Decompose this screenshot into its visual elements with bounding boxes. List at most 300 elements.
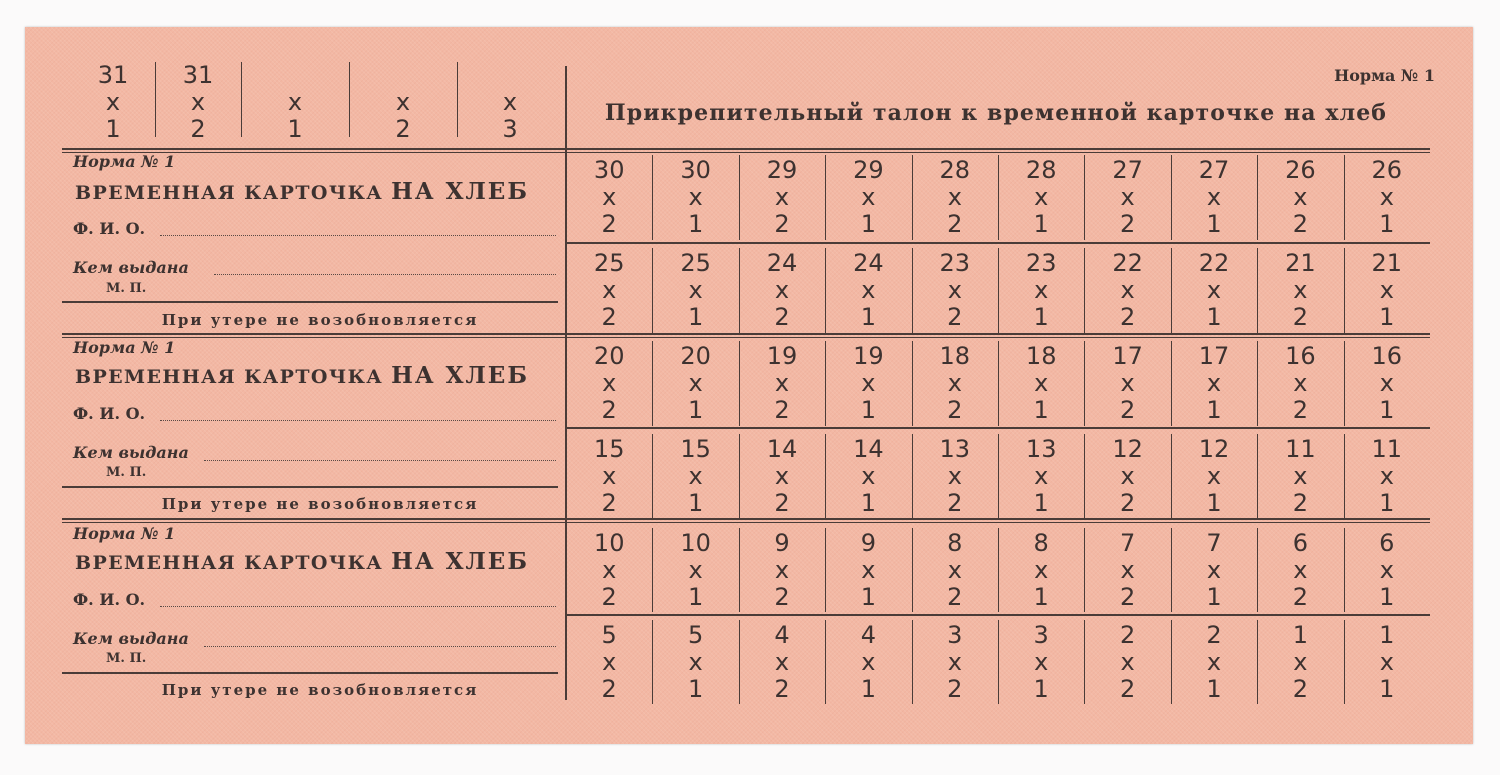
ration-coupon[interactable]: [998, 436, 1084, 517]
fio-label: Ф. И. О.: [73, 219, 146, 238]
issued-by-field[interactable]: [204, 460, 556, 461]
coupon-separator: x: [1206, 556, 1222, 584]
ration-coupon[interactable]: [1344, 157, 1430, 238]
coupon-part: 2: [774, 210, 790, 238]
coupon-divider: [912, 528, 913, 612]
coupon-divider: [825, 155, 826, 240]
coupon-part: 1: [860, 489, 877, 517]
coupon-part: 2: [601, 489, 617, 517]
coupon-day: 11: [1285, 435, 1316, 463]
coupon-separator: x: [1293, 648, 1308, 676]
coupon-separator: x: [688, 276, 703, 304]
coupon-part: 1: [687, 303, 704, 331]
coupon-day: 17: [1198, 342, 1230, 370]
coupon-day: 4: [860, 621, 877, 649]
coupon-day: 9: [774, 529, 790, 557]
coupon-divider: [912, 248, 913, 333]
coupon-separator: x: [1034, 648, 1049, 676]
coupon-day: 29: [766, 156, 798, 184]
ration-coupon[interactable]: [1084, 343, 1170, 424]
block-norma: Норма № 1: [73, 338, 176, 357]
coupon-separator: x: [774, 369, 790, 397]
coupon-divider: [652, 155, 653, 240]
ration-coupon[interactable]: [1344, 250, 1430, 331]
coupon-separator: x: [602, 183, 617, 211]
ration-coupon[interactable]: [1257, 157, 1343, 238]
coupon-part: 2: [774, 489, 790, 517]
coupon-part: 2: [947, 675, 963, 703]
coupon-part: 2: [774, 303, 790, 331]
coupon-divider: [998, 434, 999, 519]
coupon-part: 2: [1292, 396, 1309, 424]
ration-coupon[interactable]: [1257, 343, 1343, 424]
coupon-divider: [739, 528, 740, 612]
coupon-part: 1: [105, 115, 121, 143]
stamp-place-label: М. П.: [106, 465, 147, 480]
coupon-separator: x: [861, 556, 876, 584]
coupon-part: 2: [1292, 489, 1309, 517]
ration-coupon[interactable]: [739, 622, 825, 703]
coupon-separator: x: [1379, 183, 1394, 211]
coupon-part: 1: [1379, 303, 1395, 331]
ration-coupon[interactable]: [652, 343, 738, 424]
coupon-divider: [1257, 528, 1258, 612]
ration-coupon[interactable]: [566, 436, 652, 517]
coupon-day: 25: [593, 249, 625, 277]
coupon-part: 2: [947, 489, 963, 517]
coupon-part: 1: [1033, 489, 1049, 517]
divider: [241, 62, 242, 137]
coupon-separator: x: [1034, 556, 1049, 584]
coupon-part: 2: [1292, 583, 1309, 611]
coupon-part: 2: [1119, 675, 1136, 703]
coupon-part: 2: [1119, 210, 1136, 238]
coupon-part: 1: [1033, 210, 1049, 238]
coupon-separator: x: [774, 648, 790, 676]
coupon-separator: x: [774, 462, 790, 490]
card-title-text: ВРЕМЕННАЯ КАРТОЧКА: [75, 182, 384, 204]
coupon-separator: x: [602, 369, 617, 397]
coupon-separator: x: [1206, 648, 1222, 676]
coupon-divider: [1344, 155, 1345, 240]
lost-note: При утере не возобновляется: [161, 311, 479, 329]
coupon-day: 27: [1198, 156, 1230, 184]
coupon-divider: [1344, 528, 1345, 612]
ration-coupon[interactable]: [652, 530, 738, 611]
coupon-part: 1: [1206, 675, 1222, 703]
coupon-divider: [1344, 434, 1345, 519]
card-title-bread: НА ХЛЕБ: [391, 548, 529, 575]
coupon-divider: [1257, 434, 1258, 519]
block-norma: Норма № 1: [73, 152, 176, 171]
ration-coupon[interactable]: [912, 436, 998, 517]
ration-coupon[interactable]: [566, 530, 652, 611]
stamp-place-label: М. П.: [106, 281, 147, 296]
coupon-part: 1: [1206, 489, 1222, 517]
coupon-separator: x: [947, 648, 962, 676]
divider: [155, 62, 156, 137]
stamp-place-label: М. П.: [106, 651, 147, 666]
coupon-part: 1: [1379, 210, 1395, 238]
coupon-divider: [1171, 620, 1172, 704]
coupon-day: 5: [601, 621, 617, 649]
coupon-separator: x: [688, 462, 703, 490]
divider: [457, 62, 458, 137]
issued-by-label: Кем выдана: [73, 258, 189, 277]
coupon-day: 30: [680, 156, 711, 184]
ration-coupon[interactable]: [652, 622, 738, 703]
coupon-part: 2: [1119, 583, 1136, 611]
coupon-separator: x: [1293, 276, 1308, 304]
coupon-day: 17: [1112, 342, 1143, 370]
row-rule: [566, 427, 1430, 429]
coupon-divider: [1084, 341, 1085, 426]
coupon-day: 1: [1379, 621, 1395, 649]
coupon-part: 1: [1379, 489, 1395, 517]
coupon-part: 2: [947, 583, 963, 611]
ration-coupon[interactable]: [739, 530, 825, 611]
coupon-divider: [652, 248, 653, 333]
coupon-part: 2: [774, 675, 790, 703]
coupon-separator: x: [602, 276, 617, 304]
coupon-separator: x: [1206, 462, 1222, 490]
coupon-day: 2: [1206, 621, 1222, 649]
ration-coupon[interactable]: [652, 157, 738, 238]
block-card-title: [75, 178, 529, 205]
ration-coupon[interactable]: [912, 343, 998, 424]
coupon-day: 5: [687, 621, 704, 649]
coupon-separator: x: [1120, 183, 1135, 211]
coupon-day: 22: [1198, 249, 1230, 277]
coupon-divider: [1257, 248, 1258, 333]
ration-coupon[interactable]: [1084, 157, 1170, 238]
coupon-part: 2: [947, 210, 963, 238]
coupon-day: 25: [680, 249, 711, 277]
lost-note: При утере не возобновляется: [161, 681, 479, 699]
issued-by-field[interactable]: [214, 274, 556, 275]
coupon-divider: [739, 341, 740, 426]
ration-coupon[interactable]: [1171, 530, 1257, 611]
block-rule-thin: [62, 337, 1430, 338]
ration-coupon[interactable]: [739, 250, 825, 331]
coupon-part: 2: [395, 115, 411, 143]
coupon-separator: x: [774, 556, 790, 584]
coupon-separator: x: [1293, 462, 1308, 490]
coupon-separator: x: [688, 183, 703, 211]
coupon-part: 2: [1119, 303, 1136, 331]
coupon-part: 3: [502, 115, 518, 143]
coupon-part: 1: [687, 489, 704, 517]
coupon-separator: x: [774, 183, 790, 211]
top-coupon[interactable]: [460, 89, 560, 143]
ration-coupon[interactable]: [1257, 250, 1343, 331]
coupon-separator: x: [861, 276, 876, 304]
header-rule-thin: [62, 152, 1430, 153]
coupon-day: 12: [1112, 435, 1143, 463]
issued-by-field[interactable]: [204, 646, 556, 647]
block-divider: [62, 301, 558, 303]
block-rule: [62, 333, 1430, 335]
ration-coupon[interactable]: [998, 622, 1084, 703]
coupon-part: 1: [287, 115, 303, 143]
row-rule: [566, 242, 1430, 244]
coupon-day: 6: [1379, 529, 1395, 557]
issued-by-label: Кем выдана: [73, 629, 189, 648]
coupon-divider: [998, 155, 999, 240]
coupon-day: 20: [593, 342, 625, 370]
coupon-day: 28: [939, 156, 971, 184]
coupon-day: 3: [1033, 621, 1049, 649]
ration-coupon[interactable]: [912, 250, 998, 331]
ration-coupon[interactable]: [998, 530, 1084, 611]
coupon-part: 1: [860, 210, 877, 238]
coupon-divider: [825, 248, 826, 333]
coupon-separator: x: [688, 369, 703, 397]
coupon-part: 2: [774, 583, 790, 611]
coupon-separator: x: [1120, 648, 1135, 676]
block-rule: [62, 518, 1430, 520]
block-card-title: [75, 548, 529, 575]
coupon-part: 1: [1379, 583, 1395, 611]
coupon-part: 1: [1033, 583, 1049, 611]
coupon-day: 6: [1292, 529, 1309, 557]
ration-coupon[interactable]: [1257, 436, 1343, 517]
coupon-divider: [652, 434, 653, 519]
ration-coupon[interactable]: [825, 157, 911, 238]
coupon-separator: x: [1379, 276, 1394, 304]
fio-field[interactable]: [160, 606, 556, 607]
coupon-separator: x: [1120, 556, 1135, 584]
fio-field[interactable]: [160, 235, 556, 236]
coupon-divider: [825, 620, 826, 704]
coupon-divider: [739, 434, 740, 519]
ration-coupon[interactable]: [1084, 436, 1170, 517]
ration-coupon[interactable]: [1171, 157, 1257, 238]
coupon-separator: x: [947, 462, 962, 490]
ration-coupon[interactable]: [1257, 530, 1343, 611]
coupon-separator: x: [1379, 556, 1394, 584]
coupon-separator: x: [947, 556, 962, 584]
coupon-day: 22: [1112, 249, 1143, 277]
coupon-day: 9: [860, 529, 877, 557]
coupon-divider: [998, 620, 999, 704]
coupon-part: 1: [1033, 303, 1049, 331]
coupon-separator: x: [1379, 462, 1394, 490]
ration-coupon[interactable]: [825, 250, 911, 331]
ration-coupon[interactable]: [739, 157, 825, 238]
coupon-separator: x: [602, 648, 617, 676]
coupon-day: 23: [939, 249, 971, 277]
top-coupon[interactable]: [245, 89, 345, 143]
coupon-separator: x: [1120, 276, 1135, 304]
coupon-day: 11: [1371, 435, 1403, 463]
coupon-day: 16: [1371, 342, 1403, 370]
ration-coupon[interactable]: [739, 343, 825, 424]
coupon-day: 18: [1025, 342, 1057, 370]
ration-coupon[interactable]: [998, 343, 1084, 424]
ration-coupon[interactable]: [912, 622, 998, 703]
ration-coupon[interactable]: [566, 250, 652, 331]
coupon-separator: x: [947, 276, 962, 304]
coupon-part: 1: [1033, 396, 1049, 424]
coupon-day: 23: [1025, 249, 1057, 277]
ration-coupon[interactable]: [1084, 530, 1170, 611]
coupon-divider: [1084, 434, 1085, 519]
top-coupon[interactable]: [73, 62, 153, 143]
coupon-separator: x: [602, 462, 617, 490]
ration-coupon[interactable]: [566, 157, 652, 238]
ration-coupon[interactable]: [1257, 622, 1343, 703]
coupon-divider: [1171, 434, 1172, 519]
ration-coupon[interactable]: [998, 250, 1084, 331]
ration-coupon[interactable]: [652, 436, 738, 517]
coupon-part: 2: [1292, 675, 1309, 703]
ration-coupon[interactable]: [825, 622, 911, 703]
coupon-divider: [1084, 155, 1085, 240]
coupon-separator: x: [774, 276, 790, 304]
header-norma: Норма № 1: [1334, 66, 1435, 85]
ration-coupon[interactable]: [1084, 250, 1170, 331]
ration-coupon[interactable]: [566, 622, 652, 703]
coupon-day: 13: [939, 435, 971, 463]
coupon-divider: [1084, 528, 1085, 612]
ration-coupon[interactable]: [1344, 343, 1430, 424]
coupon-part: 2: [1292, 210, 1309, 238]
coupon-day: 24: [766, 249, 798, 277]
coupon-part: 1: [1206, 210, 1222, 238]
coupon-separator: x: [688, 648, 703, 676]
ration-coupon[interactable]: [566, 343, 652, 424]
coupon-part: 1: [687, 396, 704, 424]
coupon-divider: [739, 620, 740, 704]
coupon-divider: [652, 620, 653, 704]
coupon-part: 1: [860, 583, 877, 611]
ration-coupon[interactable]: [825, 530, 911, 611]
coupon-separator: x: [1379, 369, 1394, 397]
block-divider: [62, 486, 558, 488]
coupon-divider: [1344, 248, 1345, 333]
coupon-day: 29: [853, 156, 884, 184]
coupon-separator: x: [1034, 276, 1049, 304]
ration-coupon[interactable]: [912, 157, 998, 238]
coupon-separator: x: [1293, 556, 1308, 584]
coupon-part: 1: [1033, 675, 1049, 703]
coupon-day: 18: [939, 342, 971, 370]
coupon-day: 19: [853, 342, 884, 370]
coupon-day: 27: [1112, 156, 1143, 184]
block-card-title: [75, 362, 529, 389]
coupon-divider: [1257, 620, 1258, 704]
row-rule: [566, 614, 1430, 616]
coupon-divider: [739, 248, 740, 333]
coupon-day: 24: [853, 249, 884, 277]
ration-coupon[interactable]: [1171, 622, 1257, 703]
coupon-day: 26: [1371, 156, 1403, 184]
ration-coupon[interactable]: [652, 250, 738, 331]
card-title-text: ВРЕМЕННАЯ КАРТОЧКА: [75, 366, 384, 388]
ration-coupon[interactable]: [998, 157, 1084, 238]
coupon-day: 21: [1371, 249, 1403, 277]
issued-by-label: Кем выдана: [73, 443, 189, 462]
coupon-divider: [912, 620, 913, 704]
ration-coupon[interactable]: [1344, 622, 1430, 703]
coupon-separator: x: [1034, 183, 1049, 211]
coupon-divider: [1171, 528, 1172, 612]
coupon-day: 28: [1025, 156, 1057, 184]
coupon-part: 2: [601, 583, 617, 611]
coupon-separator: x: [1034, 369, 1049, 397]
ration-coupon[interactable]: [1344, 530, 1430, 611]
ration-coupon[interactable]: [1171, 436, 1257, 517]
coupon-divider: [998, 248, 999, 333]
coupon-day: 1: [1292, 621, 1309, 649]
ration-coupon[interactable]: [739, 436, 825, 517]
coupon-part: 1: [687, 675, 704, 703]
card-title-text: ВРЕМЕННАЯ КАРТОЧКА: [75, 552, 384, 574]
coupon-part: 2: [601, 210, 617, 238]
coupon-separator: x: [105, 88, 121, 116]
coupon-part: 2: [1119, 396, 1136, 424]
coupon-divider: [912, 341, 913, 426]
coupon-divider: [998, 341, 999, 426]
coupon-part: 1: [687, 210, 704, 238]
coupon-separator: x: [287, 88, 303, 116]
coupon-separator: x: [395, 88, 411, 116]
coupon-day: 31: [97, 61, 129, 89]
fio-field[interactable]: [160, 420, 556, 421]
fio-label: Ф. И. О.: [73, 404, 146, 423]
coupon-day: 10: [593, 529, 625, 557]
header-rule: [62, 148, 1430, 150]
coupon-part: 2: [947, 396, 963, 424]
coupon-part: 2: [190, 115, 206, 143]
page-title: Прикрепительный талон к временной карточке на хлеб: [604, 100, 1388, 126]
coupon-part: 1: [1379, 396, 1395, 424]
ration-coupon[interactable]: [1084, 622, 1170, 703]
coupon-part: 2: [947, 303, 963, 331]
coupon-separator: x: [1120, 462, 1135, 490]
ration-coupon[interactable]: [825, 436, 911, 517]
coupon-separator: x: [861, 183, 876, 211]
coupon-divider: [652, 341, 653, 426]
ration-coupon[interactable]: [1171, 343, 1257, 424]
coupon-part: 2: [601, 396, 617, 424]
ration-coupon[interactable]: [912, 530, 998, 611]
coupon-day: 14: [853, 435, 884, 463]
ration-coupon[interactable]: [1171, 250, 1257, 331]
top-coupon[interactable]: [353, 89, 453, 143]
ration-coupon[interactable]: [1344, 436, 1430, 517]
coupon-day: 20: [680, 342, 711, 370]
coupon-day: 13: [1025, 435, 1057, 463]
coupon-divider: [652, 528, 653, 612]
block-rule-thin: [62, 522, 1430, 523]
coupon-divider: [1171, 248, 1172, 333]
block-norma: Норма № 1: [73, 524, 176, 543]
coupon-part: 1: [860, 396, 877, 424]
card-title-bread: НА ХЛЕБ: [391, 362, 529, 389]
coupon-separator: x: [1034, 462, 1049, 490]
coupon-separator: x: [861, 648, 876, 676]
coupon-separator: x: [1206, 369, 1222, 397]
ration-coupon[interactable]: [825, 343, 911, 424]
coupon-day: 3: [947, 621, 963, 649]
coupon-divider: [1257, 155, 1258, 240]
block-divider: [62, 672, 558, 674]
coupon-part: 1: [1206, 303, 1222, 331]
top-coupon[interactable]: [158, 62, 238, 143]
coupon-divider: [825, 434, 826, 519]
